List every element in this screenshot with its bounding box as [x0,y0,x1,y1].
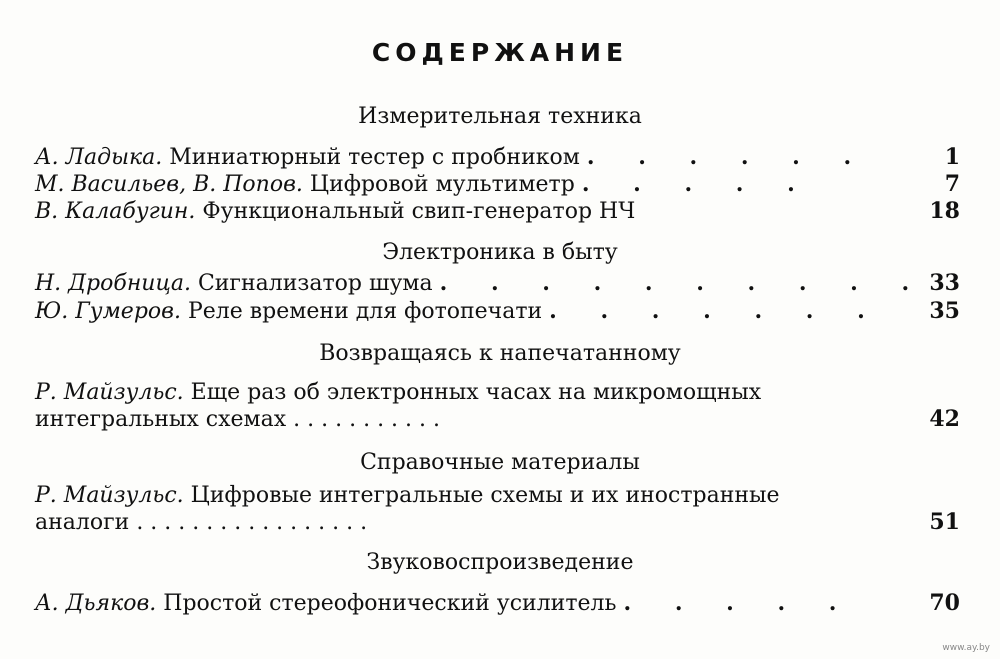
page-title: СОДЕРЖАНИЕ [371,38,629,67]
entry-author: Р. Майзульс. [35,380,184,405]
entry-author: Ю. Гумеров. [35,299,181,324]
toc-entry-continuation [35,509,960,536]
entry-author: А. Ладыка. [35,145,163,170]
leader-dots: . . . . . . . [549,298,883,324]
entry-page: 51 [929,509,960,535]
entry-title: Сигнализатор шума [197,271,433,296]
entry-author: Р. Майзульс. [35,483,184,508]
entry-page: 7 [944,171,960,197]
entry-title: Цифровой мультиметр [309,172,575,197]
entry-author: М. Васильев, В. Попов. [35,172,303,197]
leader-dots: . . . . . . . . . . [439,270,928,296]
section-heading: Справочные материалы [360,450,640,475]
section-heading: Возвращаясь к напечатанному [319,341,681,366]
leader-dots: . . . . . [581,171,813,197]
leader-dots: . . . . . . [586,144,870,170]
toc-entry-continuation [35,406,960,433]
entry-title: Простой стереофонический усилитель [163,591,617,616]
toc-entry [35,198,960,225]
entry-title: Реле времени для фотопечати [187,299,543,324]
section-heading: Звуковоспроизведение [366,550,634,575]
leader-dots: . . . . . . . . . . . [293,407,441,432]
entry-title: Миниатюрный тестер с пробником [169,145,580,170]
leader-dots: . . . . . . . . . . . . . . . . . [136,510,368,535]
toc-entry [35,171,960,198]
entry-page: 33 [929,270,960,296]
entry-title: Еще раз об электронных часах на микромощных [190,380,762,405]
entry-title: Цифровые интегральные схемы и их иностранные [190,483,780,508]
leader-dots: . . . . . [623,590,855,616]
entry-author: В. Калабугин. [35,199,196,224]
toc-entry [35,270,960,297]
toc-entry [35,379,960,406]
entry-page: 1 [944,144,960,170]
entry-page: 70 [929,590,960,616]
entry-page: 18 [929,198,960,224]
entry-page: 35 [929,298,960,324]
entry-author: Н. Дробница. [35,271,191,296]
entry-title-continued: аналоги [35,510,130,535]
toc-entry [35,590,960,617]
toc-entry [35,298,960,325]
entry-page: 42 [929,406,960,432]
entry-title-continued: интегральных схемах [35,407,287,432]
toc-entry [35,482,960,509]
entry-title: Функциональный свип-генератор НЧ [202,199,636,224]
toc-entry [35,144,960,171]
section-heading: Электроника в быту [382,240,618,265]
watermark: www.ay.by [942,643,990,653]
section-heading: Измерительная техника [358,104,642,129]
entry-author: А. Дьяков. [35,591,157,616]
